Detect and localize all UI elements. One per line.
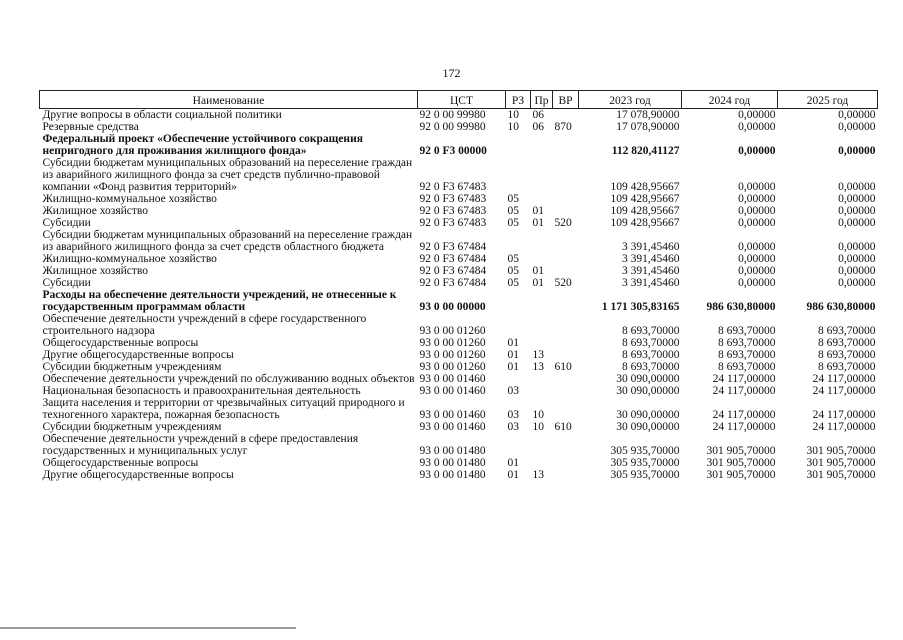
row-name: Обеспечение деятельности учреждений в сфере государственного строительного надзора — [42, 313, 367, 337]
row-csr: 93 0 00 01480 — [419, 469, 486, 481]
row-value-2024: 0,00000 — [738, 217, 776, 229]
row-value-2023: 109 428,95667 — [610, 217, 680, 229]
row-csr: 92 0 00 99980 — [419, 121, 486, 133]
row-vr — [553, 133, 579, 157]
row-name: Федеральный проект «Обеспечение устойчивого сокращения непригодного для проживания жилищного фонда» — [42, 133, 363, 157]
row-name: Субсидии бюджетам муниципальных образований на переселение граждан из аварийного жилищного фонда за счет средств областного бюджета — [42, 229, 413, 253]
row-value-2023: 112 820,41127 — [611, 145, 680, 157]
row-rz: 01 — [507, 457, 519, 469]
row-pr: 01 — [532, 277, 544, 289]
row-csr: 93 0 00 01480 — [419, 457, 486, 469]
row-name: Субсидии — [42, 277, 91, 289]
row-rz — [506, 313, 531, 337]
row-pr — [531, 337, 553, 349]
row-value-2023: 3 391,45460 — [622, 265, 680, 277]
row-vr — [553, 469, 579, 481]
row-value-2025: 301 905,70000 — [806, 469, 876, 481]
row-rz: 10 — [507, 109, 519, 121]
row-name: Резервные средства — [42, 121, 139, 133]
row-value-2025: 8 693,70000 — [818, 349, 876, 361]
table-row — [40, 217, 878, 229]
row-value-2023: 3 391,45460 — [622, 253, 680, 265]
row-rz: 01 — [507, 349, 519, 361]
row-value-2024: 986 630,80000 — [706, 301, 776, 313]
row-vr — [553, 205, 579, 217]
row-value-2024: 301 905,70000 — [706, 469, 776, 481]
row-csr: 92 0 F3 00000 — [419, 145, 487, 157]
row-rz: 05 — [507, 205, 519, 217]
row-value-2025: 0,00000 — [838, 145, 876, 157]
row-value-2024: 0,00000 — [738, 121, 776, 133]
row-value-2025: 24 117,00000 — [812, 373, 876, 385]
row-pr: 10 — [532, 421, 544, 433]
row-vr — [553, 433, 579, 457]
row-name: Субсидии бюджетам муниципальных образований на переселение граждан из аварийного жилищного фонда за счет средств публично-правовой компании «Фонд развития территорий» — [42, 157, 413, 193]
row-value-2023: 8 693,70000 — [622, 325, 680, 337]
col-header-2024: 2024 год — [682, 91, 778, 109]
row-pr: 06 — [532, 121, 544, 133]
row-value-2025: 0,00000 — [838, 265, 876, 277]
row-value-2025: 0,00000 — [838, 121, 876, 133]
row-pr: 13 — [532, 349, 544, 361]
row-value-2023: 30 090,00000 — [616, 373, 680, 385]
table-row — [40, 133, 878, 157]
row-rz: 05 — [507, 217, 519, 229]
row-pr: 01 — [532, 217, 544, 229]
row-csr: 92 0 F3 67483 — [419, 205, 487, 217]
row-value-2024: 8 693,70000 — [718, 337, 776, 349]
row-value-2025: 24 117,00000 — [812, 421, 876, 433]
row-name: Обеспечение деятельности учреждений по обслуживанию водных объектов — [42, 373, 415, 385]
table-row — [40, 229, 878, 253]
row-value-2023: 8 693,70000 — [622, 337, 680, 349]
row-rz — [506, 433, 531, 457]
row-csr: 92 0 F3 67484 — [419, 277, 487, 289]
row-name: Расходы на обеспечение деятельности учреждений, не отнесенные к государственным программам области — [42, 289, 397, 313]
row-name: Общегосударственные вопросы — [42, 457, 199, 469]
row-value-2023: 17 078,90000 — [616, 121, 680, 133]
row-value-2023: 8 693,70000 — [622, 361, 680, 373]
row-value-2023: 3 391,45460 — [622, 241, 680, 253]
row-value-2024: 24 117,00000 — [712, 409, 776, 421]
row-vr: 610 — [554, 421, 572, 433]
row-name: Обеспечение деятельности учреждений в сфере предоставления государственных и муниципальных услуг — [42, 433, 359, 457]
row-csr: 92 0 F3 67483 — [419, 181, 487, 193]
row-value-2023: 17 078,90000 — [616, 109, 680, 121]
row-pr: 10 — [532, 409, 544, 421]
row-value-2023: 109 428,95667 — [610, 181, 680, 193]
row-csr: 92 0 F3 67483 — [419, 217, 487, 229]
row-csr: 93 0 00 01260 — [419, 337, 486, 349]
row-name: Другие общегосударственные вопросы — [42, 469, 234, 481]
row-value-2025: 301 905,70000 — [806, 457, 876, 469]
row-value-2023: 305 935,70000 — [610, 457, 680, 469]
footer-divider — [0, 627, 296, 629]
row-csr: 93 0 00 01460 — [419, 385, 486, 397]
row-vr — [553, 373, 579, 385]
row-csr: 92 0 F3 67484 — [419, 265, 487, 277]
row-value-2024: 0,00000 — [738, 193, 776, 205]
row-vr — [553, 385, 579, 397]
table-body — [40, 109, 878, 482]
row-name: Жилищно-коммунальное хозяйство — [42, 253, 217, 265]
row-value-2024: 0,00000 — [738, 253, 776, 265]
row-value-2023: 109 428,95667 — [610, 193, 680, 205]
row-name: Субсидии — [42, 217, 91, 229]
row-value-2025: 0,00000 — [838, 181, 876, 193]
row-value-2024: 8 693,70000 — [718, 349, 776, 361]
row-value-2023: 109 428,95667 — [610, 205, 680, 217]
row-vr — [553, 253, 579, 265]
row-pr: 01 — [532, 265, 544, 277]
row-csr: 93 0 00 00000 — [419, 301, 486, 313]
row-pr — [531, 289, 553, 313]
row-rz: 01 — [507, 361, 519, 373]
row-vr — [553, 229, 579, 253]
row-value-2024: 24 117,00000 — [712, 421, 776, 433]
col-header-2023: 2023 год — [579, 91, 682, 109]
row-value-2025: 0,00000 — [838, 253, 876, 265]
table-row — [40, 361, 878, 373]
row-name: Другие общегосударственные вопросы — [42, 349, 234, 361]
row-vr — [553, 109, 579, 122]
row-value-2025: 986 630,80000 — [806, 301, 876, 313]
row-csr: 92 0 F3 67484 — [419, 253, 487, 265]
row-csr: 92 0 F3 67483 — [419, 193, 487, 205]
table-row — [40, 349, 878, 361]
row-value-2024: 8 693,70000 — [718, 325, 776, 337]
row-csr: 93 0 00 01260 — [419, 349, 486, 361]
row-rz — [506, 229, 531, 253]
row-csr: 93 0 00 01460 — [419, 421, 486, 433]
row-vr — [553, 313, 579, 337]
table-row — [40, 205, 878, 217]
row-value-2024: 301 905,70000 — [706, 457, 776, 469]
row-pr — [531, 433, 553, 457]
table-row — [40, 109, 878, 122]
row-pr — [531, 193, 553, 205]
row-value-2025: 8 693,70000 — [818, 361, 876, 373]
row-value-2024: 0,00000 — [738, 109, 776, 121]
row-vr — [553, 337, 579, 349]
row-csr: 93 0 00 01260 — [419, 361, 486, 373]
row-vr — [553, 193, 579, 205]
row-rz: 05 — [507, 277, 519, 289]
row-value-2023: 30 090,00000 — [616, 421, 680, 433]
row-pr — [531, 157, 553, 193]
row-csr: 93 0 00 01460 — [419, 409, 486, 421]
row-rz: 05 — [507, 253, 519, 265]
col-header-csr: ЦСТ — [418, 91, 506, 109]
row-value-2024: 301 905,70000 — [706, 445, 776, 457]
table-row — [40, 433, 878, 457]
row-rz: 10 — [507, 121, 519, 133]
table-row — [40, 469, 878, 481]
row-value-2025: 301 905,70000 — [806, 445, 876, 457]
row-vr: 520 — [554, 217, 572, 229]
col-header-pr: Пр — [531, 91, 553, 109]
row-name: Субсидии бюджетным учреждениям — [42, 361, 222, 373]
row-pr: 13 — [532, 361, 544, 373]
row-csr: 92 0 00 99980 — [419, 109, 486, 121]
row-pr — [531, 133, 553, 157]
row-rz: 05 — [507, 265, 519, 277]
row-value-2024: 24 117,00000 — [712, 373, 776, 385]
row-value-2025: 0,00000 — [838, 241, 876, 253]
row-name: Защита населения и территории от чрезвычайных ситуаций природного и техногенного характера, пожарная безопасность — [42, 397, 405, 421]
row-csr: 93 0 00 01480 — [419, 445, 486, 457]
row-name: Жилищное хозяйство — [42, 265, 149, 277]
row-value-2024: 0,00000 — [738, 205, 776, 217]
row-value-2023: 1 171 305,83165 — [601, 301, 680, 313]
row-name: Субсидии бюджетным учреждениям — [42, 421, 222, 433]
row-vr — [553, 265, 579, 277]
table-row — [40, 289, 878, 313]
row-value-2023: 305 935,70000 — [610, 445, 680, 457]
row-vr — [553, 397, 579, 421]
row-value-2024: 8 693,70000 — [718, 361, 776, 373]
row-name: Национальная безопасность и правоохранительная деятельность — [42, 385, 361, 397]
row-name: Другие вопросы в области социальной политики — [42, 109, 282, 121]
row-value-2025: 24 117,00000 — [812, 385, 876, 397]
row-value-2024: 0,00000 — [738, 265, 776, 277]
row-pr — [531, 313, 553, 337]
row-rz: 05 — [507, 193, 519, 205]
row-pr — [531, 253, 553, 265]
row-vr — [553, 289, 579, 313]
row-csr: 92 0 F3 67484 — [419, 241, 487, 253]
table-row — [40, 421, 878, 433]
table-row — [40, 457, 878, 469]
row-name: Общегосударственные вопросы — [42, 337, 199, 349]
row-rz: 01 — [507, 469, 519, 481]
table-row — [40, 385, 878, 397]
col-header-2025: 2025 год — [778, 91, 878, 109]
row-vr — [553, 457, 579, 469]
table-row — [40, 193, 878, 205]
row-value-2025: 0,00000 — [838, 217, 876, 229]
row-value-2025: 24 117,00000 — [812, 409, 876, 421]
page-number: 172 — [442, 66, 461, 80]
row-rz — [506, 289, 531, 313]
row-csr: 93 0 00 01460 — [419, 373, 486, 385]
row-value-2024: 0,00000 — [738, 145, 776, 157]
row-vr — [553, 157, 579, 193]
row-rz: 01 — [507, 337, 519, 349]
row-value-2023: 30 090,00000 — [616, 409, 680, 421]
col-header-rz: РЗ — [506, 91, 531, 109]
row-value-2025: 8 693,70000 — [818, 337, 876, 349]
table-row — [40, 121, 878, 133]
row-pr — [531, 373, 553, 385]
row-name: Жилищно-коммунальное хозяйство — [42, 193, 217, 205]
row-rz: 03 — [507, 421, 519, 433]
row-rz — [506, 133, 531, 157]
col-header-name: Наименование — [40, 91, 418, 109]
row-rz — [506, 373, 531, 385]
row-vr: 610 — [554, 361, 572, 373]
table-row — [40, 157, 878, 193]
row-csr: 93 0 00 01260 — [419, 325, 486, 337]
row-value-2024: 24 117,00000 — [712, 385, 776, 397]
row-value-2023: 30 090,00000 — [616, 385, 680, 397]
row-value-2023: 8 693,70000 — [622, 349, 680, 361]
table-row — [40, 313, 878, 337]
row-value-2025: 0,00000 — [838, 277, 876, 289]
table-row — [40, 397, 878, 421]
row-vr: 870 — [554, 121, 572, 133]
row-vr: 520 — [554, 277, 572, 289]
row-rz: 03 — [507, 385, 519, 397]
row-pr: 06 — [532, 109, 544, 121]
row-pr — [531, 385, 553, 397]
row-rz: 03 — [507, 409, 519, 421]
table-row — [40, 253, 878, 265]
col-header-vr: ВР — [553, 91, 579, 109]
row-vr — [553, 349, 579, 361]
row-value-2024: 0,00000 — [738, 241, 776, 253]
row-value-2025: 0,00000 — [838, 109, 876, 121]
row-value-2024: 0,00000 — [738, 277, 776, 289]
row-value-2025: 0,00000 — [838, 193, 876, 205]
table-row — [40, 277, 878, 289]
budget-table — [39, 90, 878, 481]
row-value-2023: 305 935,70000 — [610, 469, 680, 481]
row-name: Жилищное хозяйство — [42, 205, 149, 217]
row-pr — [531, 457, 553, 469]
table-row — [40, 373, 878, 385]
row-value-2025: 8 693,70000 — [818, 325, 876, 337]
row-pr: 13 — [532, 469, 544, 481]
row-pr: 01 — [532, 205, 544, 217]
table-row — [40, 265, 878, 277]
row-value-2025: 0,00000 — [838, 205, 876, 217]
row-pr — [531, 229, 553, 253]
row-value-2023: 3 391,45460 — [622, 277, 680, 289]
row-rz — [506, 157, 531, 193]
row-value-2024: 0,00000 — [738, 181, 776, 193]
table-row — [40, 337, 878, 349]
table-header-row — [40, 91, 878, 109]
